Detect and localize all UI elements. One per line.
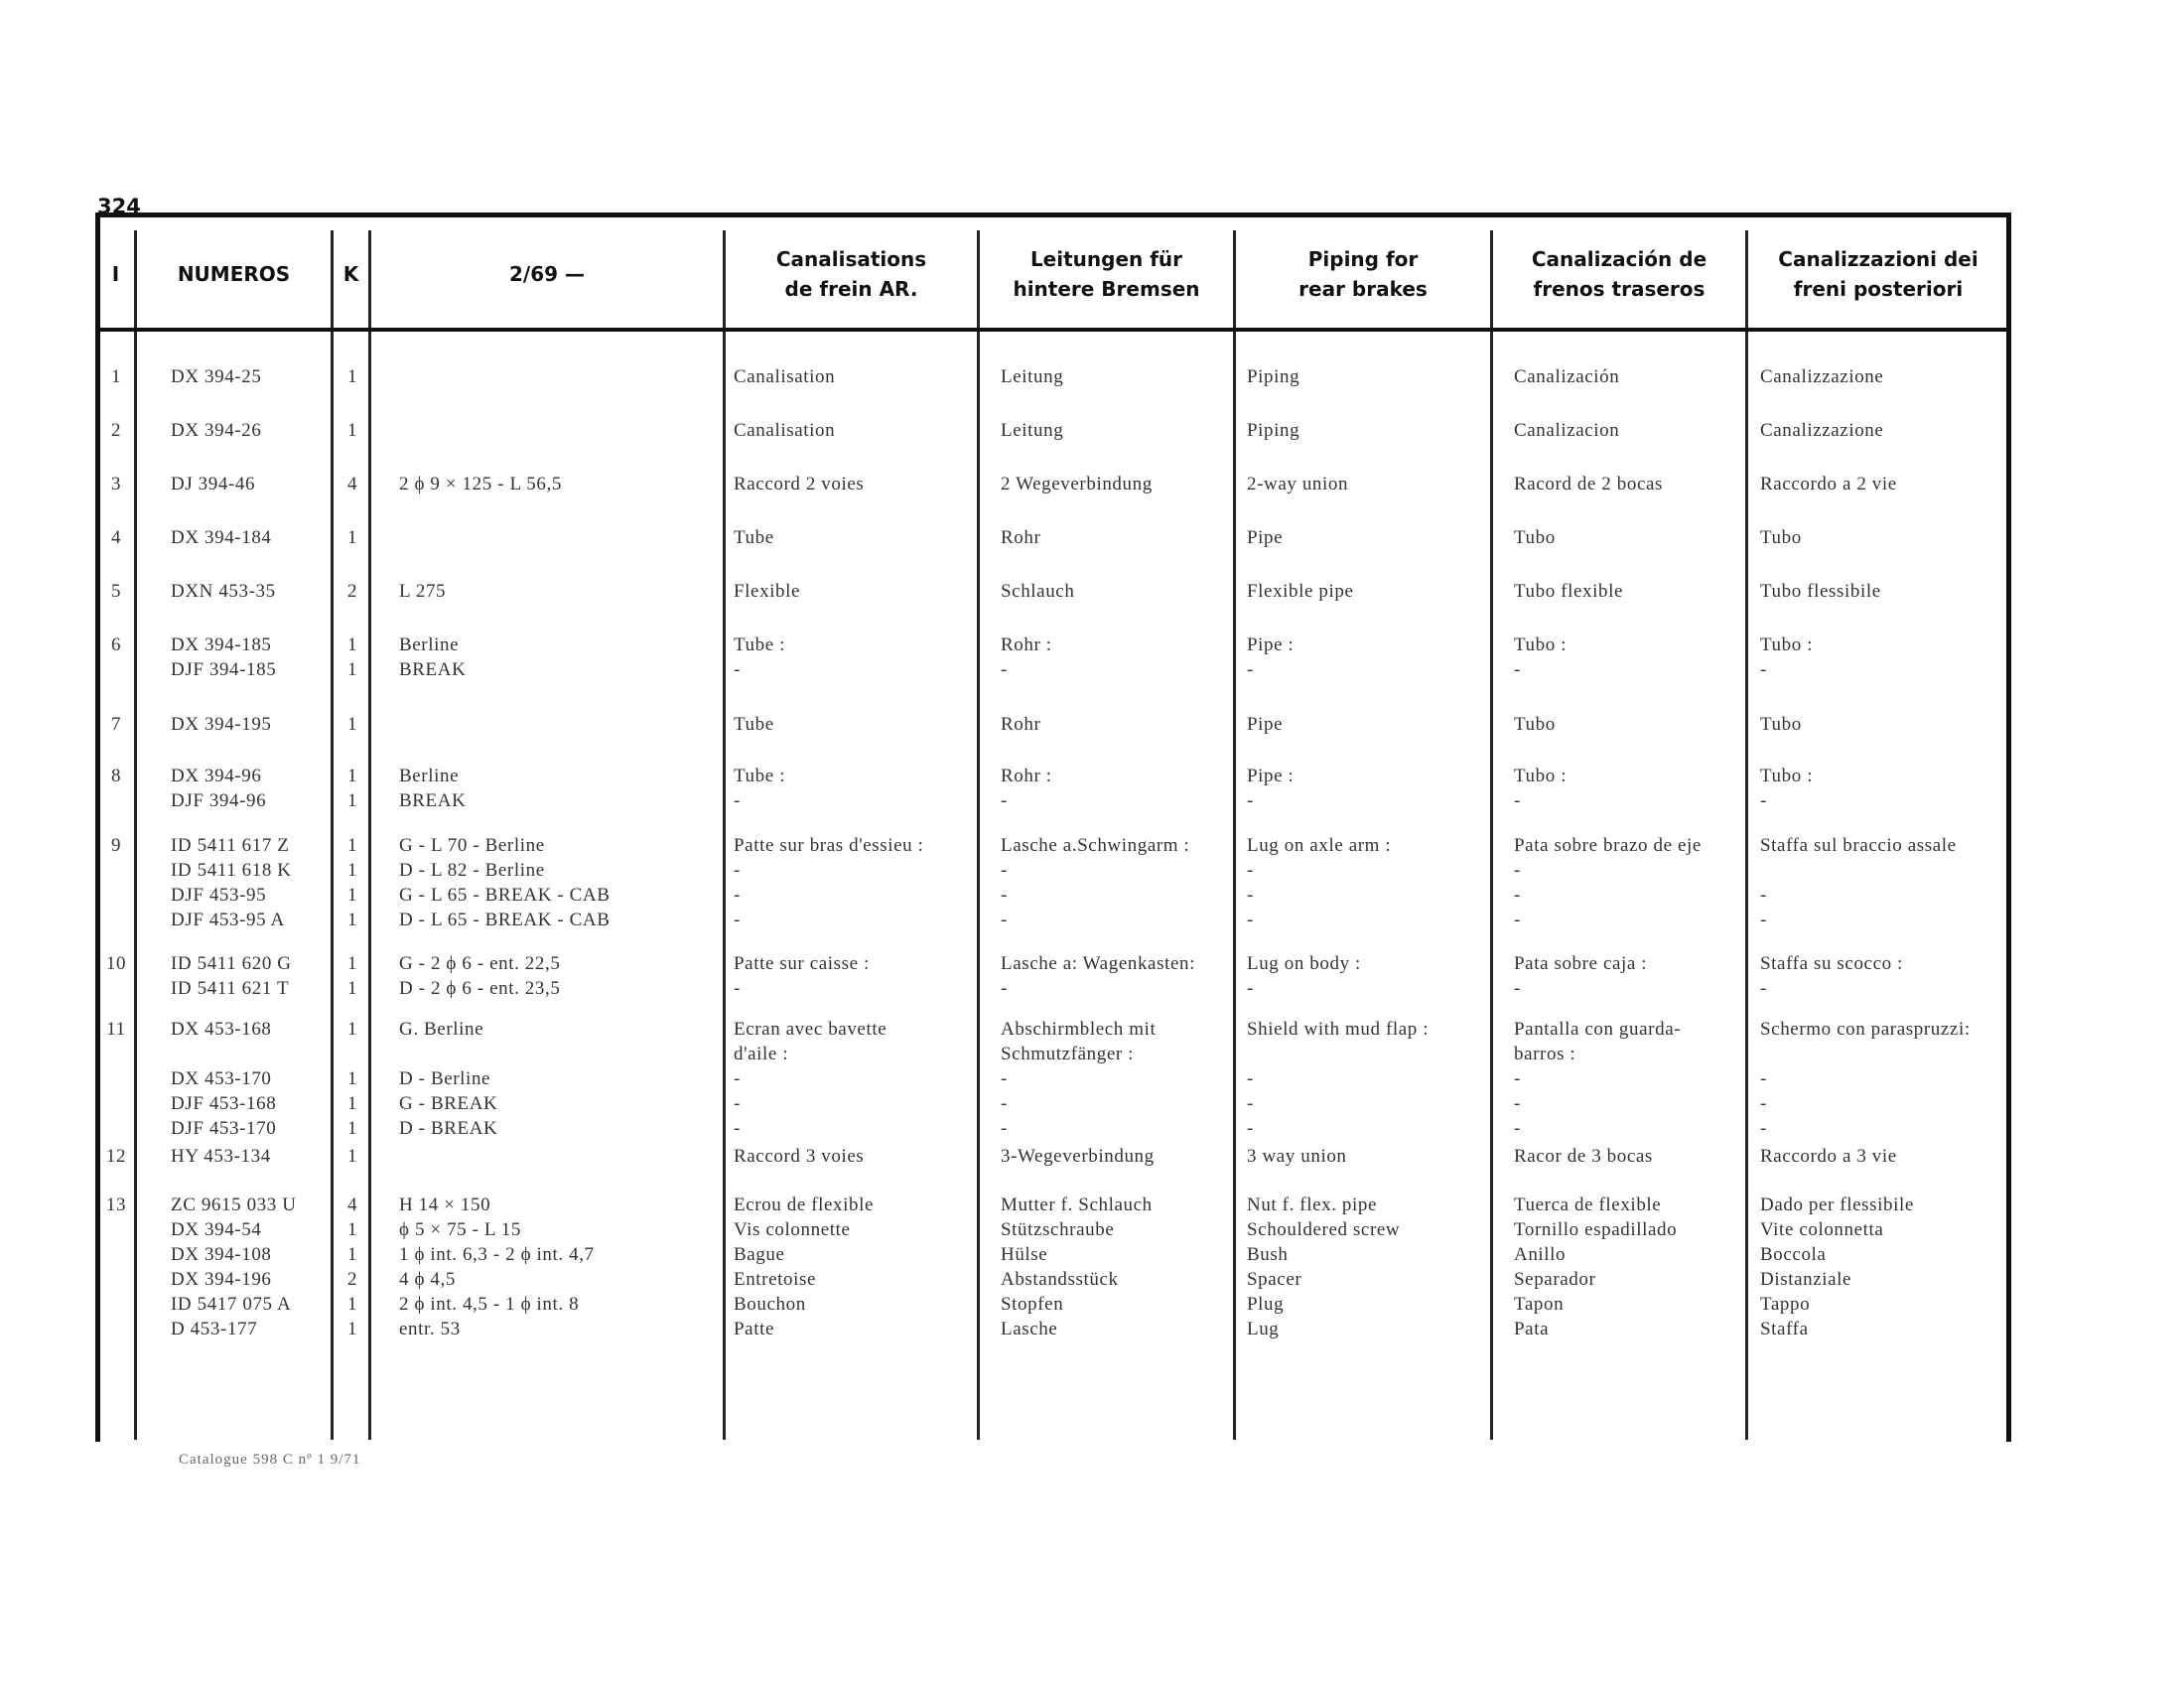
specification: G. Berline D - Berline G - BREAK D - BREAK [399, 1019, 498, 1139]
description-fr: Patte sur caisse : - [734, 953, 870, 999]
part-number: HY 453-134 [171, 1146, 271, 1167]
part-number: DX 394-25 [171, 366, 262, 387]
catalogue-footer: Catalogue 598 C nº 1 9/71 [179, 1452, 361, 1468]
row-index: 2 [110, 420, 122, 441]
specification: 2 ϕ 9 × 125 - L 56,5 [399, 474, 562, 494]
header-k: K [342, 262, 359, 286]
row-index: 12 [105, 1146, 127, 1167]
quantity: 1 1 [346, 766, 358, 811]
description-it: Tubo : - [1760, 766, 1814, 811]
part-number: ZC 9615 033 U DX 394-54 DX 394-108 DX 394-196 ID 5417 075 A D 453-177 [171, 1195, 297, 1339]
description-fr: Flexible [734, 581, 801, 602]
part-number: ID 5411 620 G ID 5411 621 T [171, 953, 292, 999]
description-it: Staffa su scocco : - [1760, 953, 1903, 999]
part-number: DXN 453-35 [171, 581, 276, 602]
description-de: Leitung [1001, 420, 1064, 441]
specification: G - L 70 - Berline D - L 82 - Berline G - L 65 - BREAK - CAB D - L 65 - BREAK - CAB [399, 835, 611, 930]
quantity: 1 [346, 366, 358, 387]
header-spanish: Canalización de frenos traseros [1531, 247, 1707, 301]
page-number: 324 [97, 195, 141, 218]
row-index: 7 [110, 714, 122, 735]
header-rule [97, 328, 2011, 332]
specification: H 14 × 150 ϕ 5 × 75 - L 15 1 ϕ int. 6,3 - 2 ϕ int. 4,7 4 ϕ 4,5 2 ϕ int. 4,5 - 1 ϕ int. 8 entr. 53 [399, 1195, 595, 1339]
description-fr: Ecran avec bavette d'aile : - - - [734, 1019, 887, 1139]
description-fr: Tube [734, 527, 774, 548]
description-fr: Raccord 3 voies [734, 1146, 865, 1167]
description-en: Nut f. flex. pipe Schouldered screw Bush Spacer Plug Lug [1247, 1195, 1401, 1339]
description-de: Rohr [1001, 714, 1041, 735]
header-english: Piping for rear brakes [1298, 247, 1428, 301]
description-es: Tubo : - [1514, 634, 1568, 680]
description-es: Tubo flexible [1514, 581, 1624, 602]
row-index: 3 [110, 474, 122, 494]
description-fr: Tube : - [734, 766, 785, 811]
description-it: Schermo con paraspruzzi: - - - [1760, 1019, 1971, 1139]
description-es: Pata sobre brazo de eje - - - [1514, 835, 1702, 930]
row-index: 13 [105, 1195, 127, 1215]
description-es: Racor de 3 bocas [1514, 1146, 1653, 1167]
header-date: 2/69 — [508, 262, 585, 286]
part-number: DX 394-185 DJF 394-185 [171, 634, 277, 680]
quantity: 1 [346, 714, 358, 735]
row-index: 5 [110, 581, 122, 602]
row-index: 6 [110, 634, 122, 655]
specification: Berline BREAK [399, 634, 467, 680]
description-en: Piping [1247, 366, 1300, 387]
description-es: Tubo : - [1514, 766, 1568, 811]
description-es: Pantalla con guarda- barros : - - - [1514, 1019, 1682, 1139]
description-es: Racord de 2 bocas [1514, 474, 1664, 494]
description-en: Piping [1247, 420, 1300, 441]
specification: G - 2 ϕ 6 - ent. 22,5 D - 2 ϕ 6 - ent. 23,5 [399, 953, 561, 999]
row-index: 10 [105, 953, 127, 974]
part-number: DX 394-96 DJF 394-96 [171, 766, 267, 811]
part-number: DJ 394-46 [171, 474, 256, 494]
description-fr: Raccord 2 voies [734, 474, 865, 494]
col-divider [331, 230, 334, 1440]
description-en: Pipe : - [1247, 766, 1295, 811]
row-index: 9 [110, 835, 122, 856]
row-index: 8 [110, 766, 122, 786]
description-de: Rohr : - [1001, 634, 1052, 680]
description-es: Tuerca de flexible Tornillo espadillado Anillo Separador Tapon Pata [1514, 1195, 1678, 1339]
part-number: DX 394-26 [171, 420, 262, 441]
description-en: Lug on axle arm : - - - [1247, 835, 1392, 930]
description-it: Tubo [1760, 527, 1802, 548]
description-de: Leitung [1001, 366, 1064, 387]
part-number: DX 394-184 [171, 527, 272, 548]
description-it: Staffa sul braccio assale - - [1760, 835, 1957, 930]
description-it: Raccordo a 2 vie [1760, 474, 1897, 494]
description-fr: Canalisation [734, 420, 836, 441]
description-it: Tubo : - [1760, 634, 1814, 680]
col-divider [1233, 230, 1236, 1440]
quantity: 1 1 1 1 [346, 1019, 358, 1139]
part-number: ID 5411 617 Z ID 5411 618 K DJF 453-95 DJF 453-95 A [171, 835, 292, 930]
description-es: Canalización [1514, 366, 1620, 387]
col-divider [368, 230, 371, 1440]
description-en: Flexible pipe [1247, 581, 1354, 602]
header-index: I [111, 262, 120, 286]
description-en: 3 way union [1247, 1146, 1347, 1167]
part-number: DX 453-168 DX 453-170 DJF 453-168 DJF 453-170 [171, 1019, 277, 1139]
col-divider [723, 230, 726, 1440]
header-german: Leitungen für hintere Bremsen [1013, 247, 1200, 301]
description-de: Lasche a: Wagenkasten: - [1001, 953, 1195, 999]
description-de: Schlauch [1001, 581, 1075, 602]
description-it: Tubo flessibile [1760, 581, 1881, 602]
row-index: 4 [110, 527, 122, 548]
row-index: 1 [110, 366, 122, 387]
col-divider [977, 230, 980, 1440]
description-es: Tubo [1514, 527, 1556, 548]
header-italian: Canalizzazioni dei freni posteriori [1778, 247, 1979, 301]
header-numeros: NUMEROS [177, 262, 291, 286]
description-es: Pata sobre caja : - [1514, 953, 1648, 999]
description-de: Mutter f. Schlauch Stützschraube Hülse Abstandsstück Stopfen Lasche [1001, 1195, 1153, 1339]
quantity: 4 [346, 474, 358, 494]
description-en: Pipe : - [1247, 634, 1295, 680]
description-fr: Tube [734, 714, 774, 735]
description-fr: Tube : - [734, 634, 785, 680]
description-fr: Canalisation [734, 366, 836, 387]
quantity: 1 1 1 1 [346, 835, 358, 930]
quantity: 1 [346, 1146, 358, 1167]
description-en: Pipe [1247, 527, 1284, 548]
description-es: Canalizacion [1514, 420, 1620, 441]
description-de: Rohr : - [1001, 766, 1052, 811]
description-fr: Ecrou de flexible Vis colonnette Bague Entretoise Bouchon Patte [734, 1195, 875, 1339]
description-fr: Patte sur bras d'essieu : - - - [734, 835, 924, 930]
description-de: Lasche a.Schwingarm : - - - [1001, 835, 1190, 930]
col-divider [1745, 230, 1748, 1440]
header-french: Canalisations de frein AR. [775, 247, 927, 301]
description-it: Raccordo a 3 vie [1760, 1146, 1897, 1167]
description-de: 2 Wegeverbindung [1001, 474, 1153, 494]
description-it: Dado per flessibile Vite colonnetta Boccola Distanziale Tappo Staffa [1760, 1195, 1914, 1339]
quantity: 1 [346, 527, 358, 548]
description-it: Canalizzazione [1760, 420, 1884, 441]
description-en: Shield with mud flap : - - - [1247, 1019, 1430, 1139]
quantity: 2 [346, 581, 358, 602]
description-it: Canalizzazione [1760, 366, 1884, 387]
specification: L 275 [399, 581, 447, 602]
description-de: Abschirmblech mit Schmutzfänger : - - - [1001, 1019, 1157, 1139]
quantity: 4 1 1 2 1 1 [346, 1195, 358, 1339]
description-es: Tubo [1514, 714, 1556, 735]
description-en: Pipe [1247, 714, 1284, 735]
specification: Berline BREAK [399, 766, 467, 811]
quantity: 1 [346, 420, 358, 441]
description-it: Tubo [1760, 714, 1802, 735]
description-en: 2-way union [1247, 474, 1349, 494]
quantity: 1 1 [346, 634, 358, 680]
col-divider [1490, 230, 1493, 1440]
description-en: Lug on body : - [1247, 953, 1361, 999]
row-index: 11 [106, 1019, 126, 1040]
part-number: DX 394-195 [171, 714, 272, 735]
description-de: 3-Wegeverbindung [1001, 1146, 1155, 1167]
description-de: Rohr [1001, 527, 1041, 548]
quantity: 1 1 [346, 953, 358, 999]
